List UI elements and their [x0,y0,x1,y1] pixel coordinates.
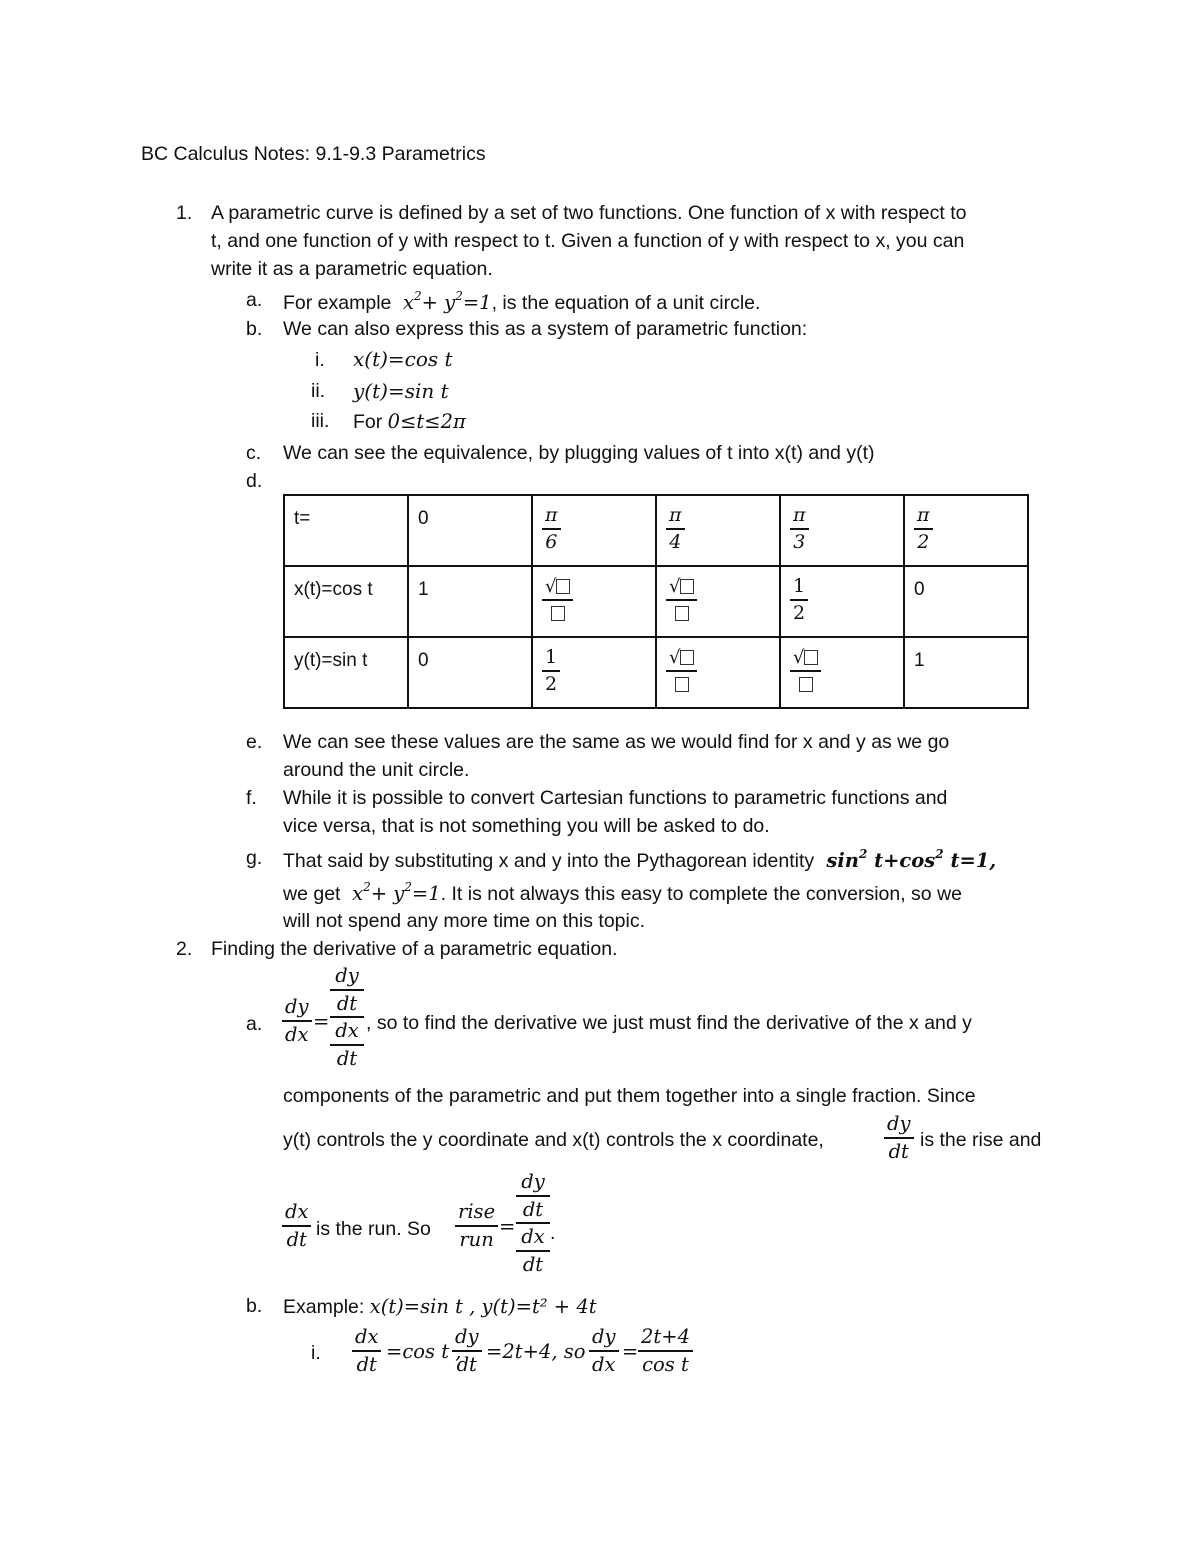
table-cell [780,637,904,708]
dx-dt-fraction: $\frac{dx}{dt}$ [282,1202,311,1249]
table-cell: 1 [904,637,1028,708]
dy-dt-fraction: dy dt [330,966,364,1018]
item1e-line2: around the unit circle. [283,759,470,781]
item1a-post: , is the equation of a unit circle. [491,292,761,314]
table-cell [532,637,656,708]
dy-dt-fraction: dy dt [516,1172,550,1224]
item1d-label: d. [246,470,263,492]
item1b-text: We can also express this as a system of parametric function: [283,318,808,340]
dx-dt-fraction: $\frac{dx}{dt}$ [352,1327,381,1374]
item1e-label: e. [246,731,263,753]
pi-over-4: $\frac{\pi}{4}$ [666,506,685,552]
table-cell: 0 [904,566,1028,637]
item2b-label: b. [246,1295,263,1317]
item1b-i-label: i. [315,349,325,371]
item1-line3: write it as a parametric equation. [211,258,493,280]
page-title: BC Calculus Notes: 9.1-9.3 Parametrics [141,143,486,165]
item2a-line3-pre: y(t) controls the y coordinate and x(t) controls the x coordinate, [283,1129,824,1151]
unit-circle-values-table [283,494,1029,709]
table-cell: 0 [408,637,532,708]
y-of-t-equation: y(t)=sin t [353,379,449,403]
sqrt-fraction: √ [666,577,697,623]
table-cell [780,566,904,637]
table-cell [532,495,656,566]
compound-fraction [516,1172,550,1274]
item1g-line3: will not spend any more time on this topic. [283,910,646,932]
item1f-line2: vice versa, that is not something you will be asked to do. [283,815,770,837]
sqrt-fraction: √ [666,648,697,694]
table-row [284,566,1028,637]
derivative-result-fraction: $\frac{2t+4}{\text{cos t}}$ [638,1327,693,1374]
rise-run-fraction: rise run [455,1202,498,1249]
item1g-line1: That said by substituting x and y into the Pythagorean identity $\sin^2 t+\cos^2$ t=1, [283,847,997,872]
equals-sign: = [313,1010,330,1033]
pi-over-3: $\frac{\pi}{3}$ [790,506,809,552]
table-cell [532,566,656,637]
unit-circle-equation-2: $x^2+ y^2=1$ [345,880,441,905]
pythagorean-identity: $\sin^2 t+\cos^2$ t=1, [819,847,997,872]
period: . [550,1222,556,1244]
one-half: $\frac{1}{2}$ [542,648,560,694]
dy-dx-fraction: $\frac{dy}{dx}$ [589,1327,619,1374]
item1a-pre: For example [283,292,392,314]
table-cell: t= [284,495,408,566]
item2a-label: a. [246,1013,263,1035]
item1b-label: b. [246,318,263,340]
item2a-line2: components of the parametric and put them together into a single fraction. Since [283,1085,976,1107]
table-row [284,495,1028,566]
sqrt-fraction: √ [790,648,821,694]
item1-line2: t, and one function of y with respect to t. Given a function of y with respect to x, you can [211,230,965,252]
table-cell: y(t)=sin t [284,637,408,708]
dy-dt-fraction: $\frac{dy}{dt}$ [452,1327,482,1374]
item1f-line1: While it is possible to convert Cartesian functions to parametric functions and [283,787,948,809]
item1b-iii-pre: For [353,411,383,433]
pi-over-6: $\frac{\pi}{6}$ [542,506,561,552]
table-cell [656,495,780,566]
table-cell: 0 [408,495,532,566]
item1c-text: We can see the equivalence, by plugging values of t into x(t) and y(t) [283,442,875,464]
table-cell: x(t)=cos t [284,566,408,637]
list-number-2: 2. [176,938,193,960]
item2b-text: Example: x(t)=sin t , y(t)=t² + 4t [283,1295,597,1318]
t-range: 0≤t≤2π [387,410,466,433]
example-parametric: x(t)=sin t , y(t)=t² + 4t [369,1295,597,1318]
equals-sign: = [622,1340,639,1363]
dx-dt-fraction: dx dt [516,1224,550,1274]
cos-t-result: =cos t , [386,1340,462,1363]
item2-text: Finding the derivative of a parametric equation. [211,938,618,960]
dx-dt-fraction: dx dt [330,1018,364,1068]
item1g-label: g. [246,847,263,869]
compound-fraction [330,966,364,1068]
item1a-label: a. [246,289,263,311]
item1-line1: A parametric curve is defined by a set of two functions. One function of x with respect to [211,202,967,224]
table-cell [904,495,1028,566]
one-half: $\frac{1}{2}$ [790,577,808,623]
equals-sign: = [499,1215,516,1238]
table-cell [656,637,780,708]
table-cell [780,495,904,566]
dy-dt-result: =2t+4, so [486,1340,586,1363]
item1e-line1: We can see these values are the same as we would find for x and y as we go [283,731,950,753]
dy-dt-fraction: $\frac{dy}{dt}$ [884,1114,914,1161]
table-cell [656,566,780,637]
item1b-ii-label: ii. [311,380,326,402]
x-of-t-equation: x(t)=cos t [353,347,453,371]
item2a-line4-mid: is the run. So [316,1218,431,1240]
table-row [284,637,1028,708]
item1g-line2: we get $x^2+ y^2=1$. It is not always this easy to complete the conversion, so we [283,880,963,905]
unit-circle-equation: $x^2+ y^2=1$ [396,289,492,314]
item1f-label: f. [246,787,257,809]
item1a-text [283,289,760,315]
dy-dx-fraction: $\frac{dy}{dx}$ [282,997,312,1044]
item1c-label: c. [246,442,262,464]
item2a-line1: , so to find the derivative we just must find the derivative of the x and y [366,1012,972,1034]
item1b-iii-text [353,410,466,434]
sqrt-fraction: √ [542,577,573,623]
table-cell: 1 [408,566,532,637]
pi-over-2: $\frac{\pi}{2}$ [914,506,933,552]
item2a-line3-post: is the rise and [920,1129,1042,1151]
item1b-iii-label: iii. [311,410,330,432]
list-number-1: 1. [176,202,193,224]
item2b-i-label: i. [311,1342,321,1364]
